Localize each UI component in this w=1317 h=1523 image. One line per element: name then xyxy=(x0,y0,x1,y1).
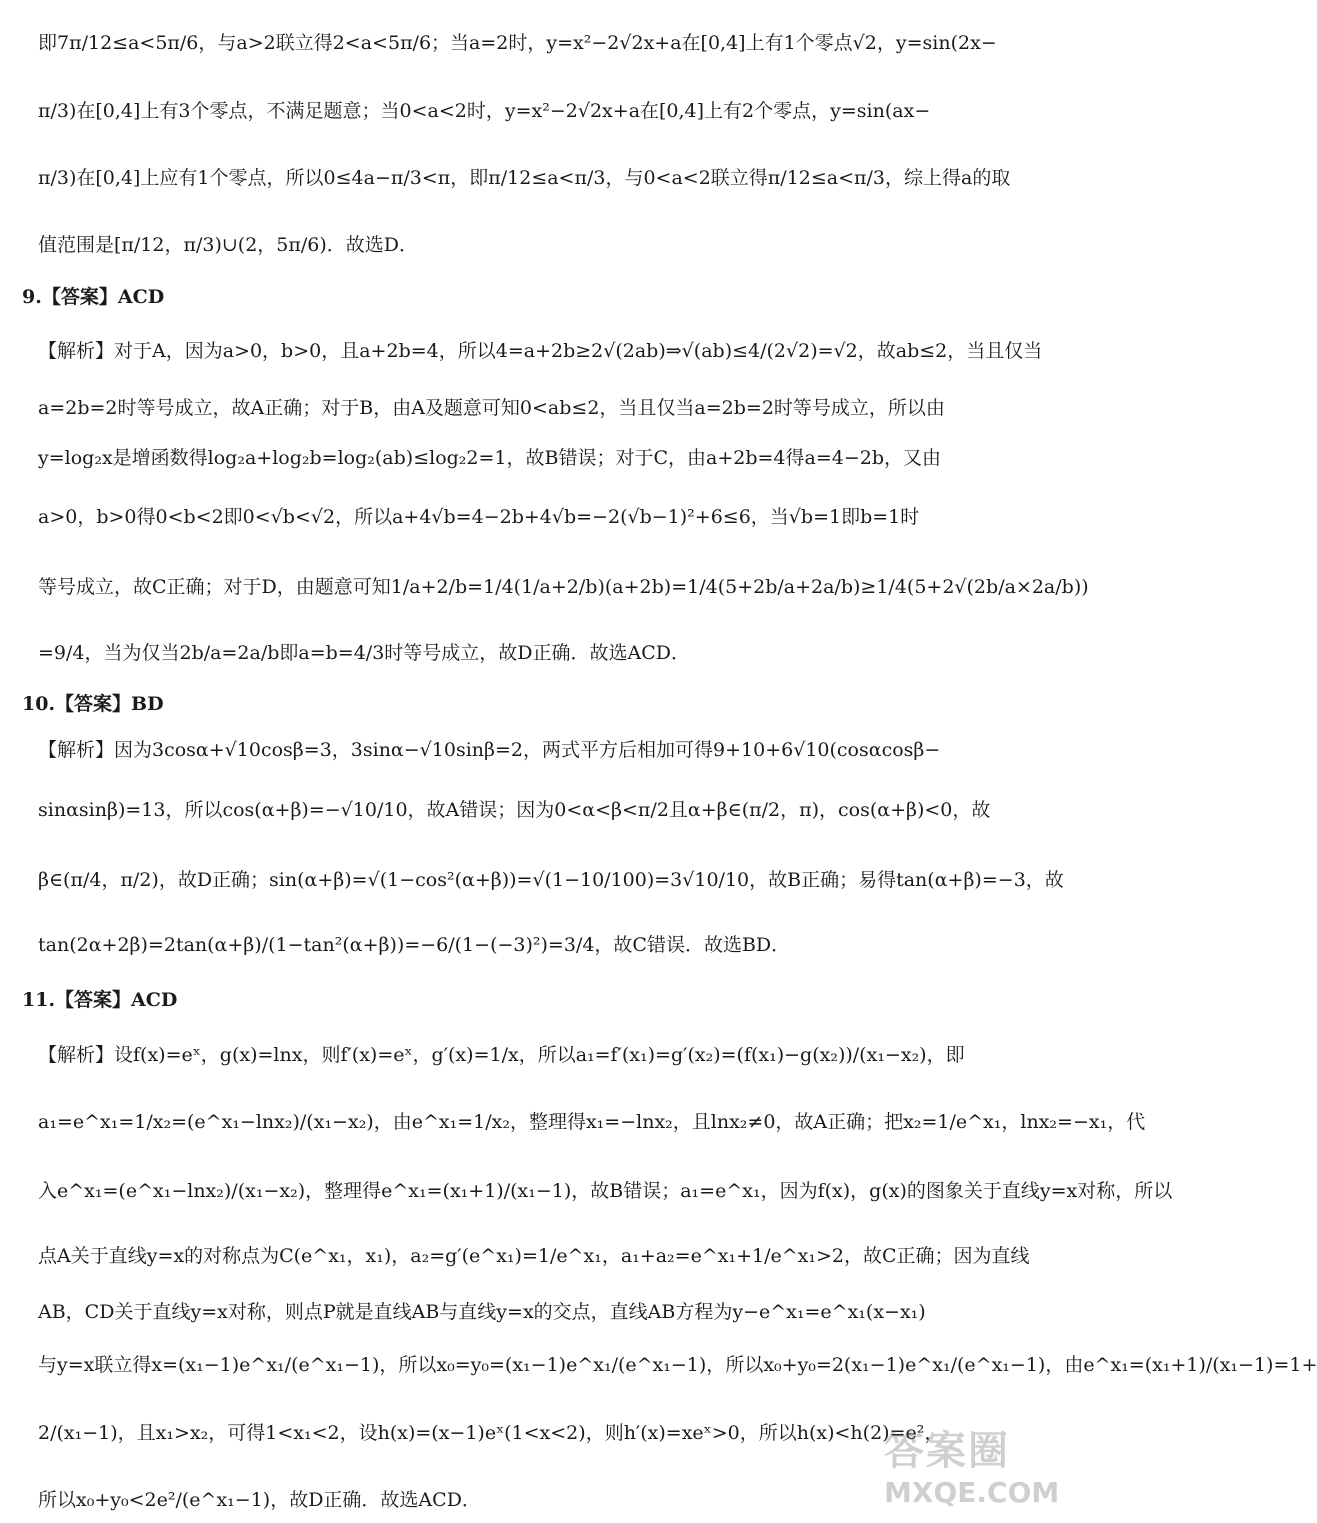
text-line: 【解析】设f(x)=eˣ，g(x)=lnx，则f′(x)=eˣ，g′(x)=1/x，所以a₁=f′(x₁)=g′(x₂)=(f(x₁)−g(x₂))/(x₁−x₂)，即 xyxy=(38,1044,965,1066)
text-line: AB，CD关于直线y=x对称，则点P就是直线AB与直线y=x的交点，直线AB方程为y−e^x₁=e^x₁(x−x₁) xyxy=(38,1301,926,1323)
text-line: 与y=x联立得x=(x₁−1)e^x₁/(e^x₁−1)，所以x₀=y₀=(x₁−1)e^x₁/(e^x₁−1)，所以x₀+y₀=2(x₁−1)e^x₁/(e^x₁−1)，由e^x₁=(x₁+1)/(x₁−1)=1+ xyxy=(38,1354,1317,1376)
text-line: a=2b=2时等号成立，故A正确；对于B，由A及题意可知0<ab≤2，当且仅当a=2b=2时等号成立，所以由 xyxy=(38,397,945,419)
watermark-logo xyxy=(884,1419,1060,1519)
text-line: 【解析】因为3cosα+√10cosβ=3，3sinα−√10sinβ=2，两式平方后相加可得9+10+6√10(cosαcosβ− xyxy=(38,739,941,761)
text-line: sinαsinβ)=13，所以cos(α+β)=−√10/10，故A错误；因为0<α<β<π/2且α+β∈(π/2，π)，cos(α+β)<0，故 xyxy=(38,799,991,821)
text-line: π/3)在[0,4]上有3个零点，不满足题意；当0<a<2时，y=x²−2√2x+a在[0,4]上有2个零点，y=sin(ax− xyxy=(38,100,931,122)
text-line: =9/4，当为仅当2b/a=2a/b即a=b=4/3时等号成立，故D正确．故选ACD． xyxy=(38,642,691,664)
text-line: π/3)在[0,4]上应有1个零点，所以0≤4a−π/3<π，即π/12≤a<π/3，与0<a<2联立得π/12≤a<π/3，综上得a的取 xyxy=(38,167,1011,189)
text-line: 【解析】对于A，因为a>0，b>0，且a+2b=4，所以4=a+2b≥2√(2ab)⇒√(ab)≤4/(2√2)=√2，故ab≤2，当且仅当 xyxy=(38,340,1043,362)
text-line: tan(2α+2β)=2tan(α+β)/(1−tan²(α+β))=−6/(1−(−3)²)=3/4，故C错误．故选BD． xyxy=(38,934,791,956)
text-line: a>0，b>0得0<b<2即0<√b<√2，所以a+4√b=4−2b+4√b=−2(√b−1)²+6≤6，当√b=1即b=1时 xyxy=(38,506,920,528)
text-line: 等号成立，故C正确；对于D，由题意可知1/a+2/b=1/4(1/a+2/b)(a+2b)=1/4(5+2b/a+2a/b)≥1/4(5+2√(2b/a×2a/b)) xyxy=(38,576,1089,598)
text-line: 即7π/12≤a<5π/6，与a>2联立得2<a<5π/6；当a=2时，y=x²−2√2x+a在[0,4]上有1个零点√2，y=sin(2x− xyxy=(38,32,997,54)
text-line: β∈(π/4，π/2)，故D正确；sin(α+β)=√(1−cos²(α+β))=√(1−10/100)=3√10/10，故B正确；易得tan(α+β)=−3，故 xyxy=(38,869,1064,891)
text-line: 入e^x₁=(e^x₁−lnx₂)/(x₁−x₂)，整理得e^x₁=(x₁+1)/(x₁−1)，故B错误；a₁=e^x₁，因为f(x)，g(x)的图象关于直线y=x对称，所以 xyxy=(38,1180,1173,1202)
answer-heading-9: 9.【答案】ACD xyxy=(22,286,165,308)
answer-heading-10: 10.【答案】BD xyxy=(22,693,164,715)
text-line: 所以x₀+y₀<2e²/(e^x₁−1)，故D正确．故选ACD． xyxy=(38,1489,481,1511)
answer-heading-11: 11.【答案】ACD xyxy=(22,989,178,1011)
text-line: 点A关于直线y=x的对称点为C(e^x₁，x₁)，a₂=g′(e^x₁)=1/e^x₁，a₁+a₂=e^x₁+1/e^x₁>2，故C正确；因为直线 xyxy=(38,1245,1030,1267)
watermark-top-text: 答案圈 xyxy=(884,1428,1010,1474)
watermark-bottom-text: MXQE.COM xyxy=(884,1476,1060,1509)
text-line: 值范围是[π/12，π/3)∪(2，5π/6)．故选D． xyxy=(38,234,419,256)
text-line: 2/(x₁−1)，且x₁>x₂，可得1<x₁<2，设h(x)=(x−1)eˣ(1<x<2)，则h′(x)=xeˣ>0，所以h(x)<h(2)=e²， xyxy=(38,1422,944,1444)
text-line: y=log₂x是增函数得log₂a+log₂b=log₂(ab)≤log₂2=1，故B错误；对于C，由a+2b=4得a=4−2b，又由 xyxy=(38,447,942,469)
text-line: a₁=e^x₁=1/x₂=(e^x₁−lnx₂)/(x₁−x₂)，由e^x₁=1/x₂，整理得x₁=−lnx₂，且lnx₂≠0，故A正确；把x₂=1/e^x₁，lnx₂=−x₁，代 xyxy=(38,1111,1146,1133)
